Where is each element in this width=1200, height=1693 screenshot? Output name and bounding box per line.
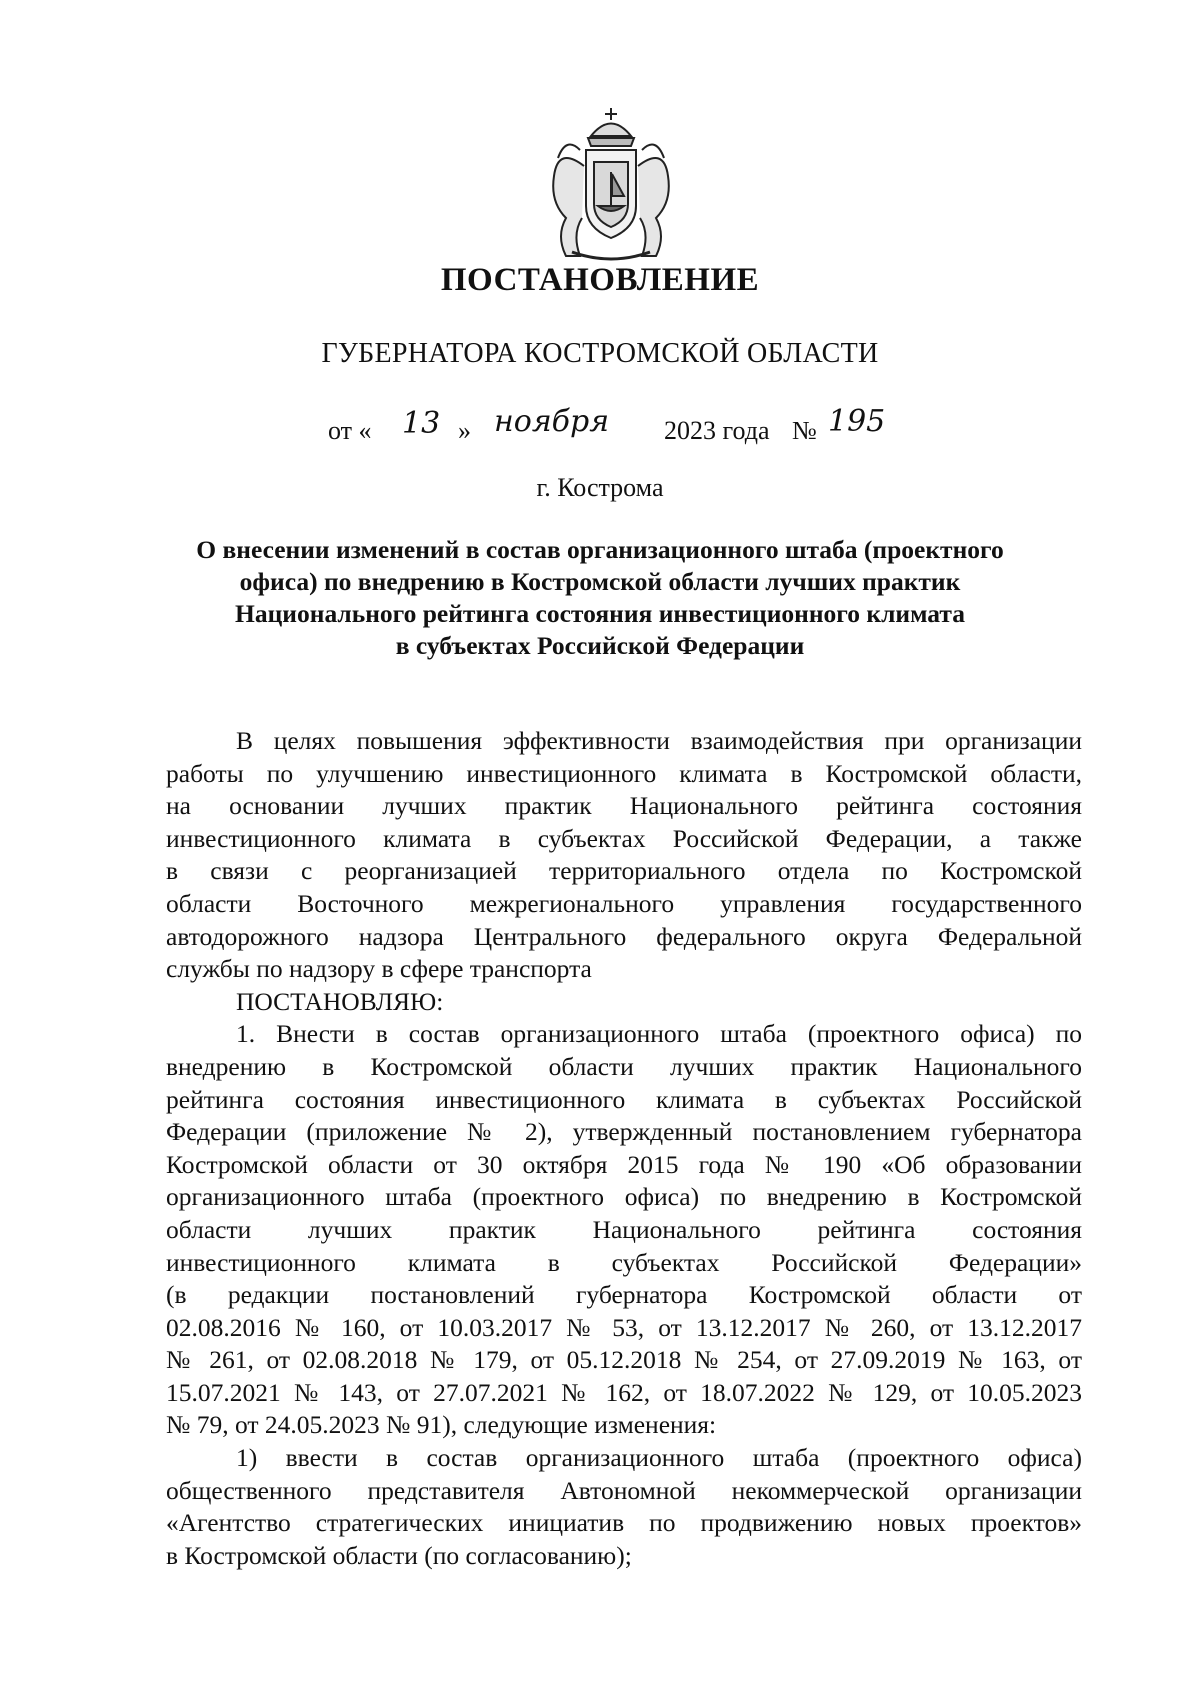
issuer-line: ГУБЕРНАТОРА КОСТРОМСКОЙ ОБЛАСТИ [321, 338, 879, 369]
body-line: области лучших практик Национального рейтинга состояния [166, 1214, 1082, 1244]
body-line: 15.07.2021 № 143, от 27.07.2021 № 162, от 18.07.2022 № 129, от 10.05.2023 [166, 1377, 1082, 1407]
body-line: на основании лучших практик Национального рейтинга состояния [166, 791, 1082, 821]
body-line: в Костромской области (по согласованию); [166, 1540, 632, 1570]
document-heading [150, 534, 1050, 662]
body-line: организационного штаба (проектного офиса) по внедрению в Костромской [166, 1182, 1082, 1212]
body-line: общественного представителя Автономной некоммерческой организации [166, 1475, 1082, 1505]
body-line: «Агентство стратегических инициатив по продвижению новых проектов» [166, 1508, 1082, 1538]
body-line: инвестиционного климата в субъектах Российской Федерации, а также [166, 823, 1082, 853]
number-sign: № [792, 416, 817, 445]
body-line: службы по надзору в сфере транспорта [166, 954, 592, 984]
body-line: инвестиционного климата в субъектах Российской Федерации» [166, 1247, 1082, 1277]
body-line: 1. Внести в состав организационного штаба (проектного офиса) по [236, 1019, 1082, 1049]
body-line: работы по улучшению инвестиционного климата в Костромской области, [166, 758, 1082, 788]
body-line: автодорожного надзора Центрального федерального округа Федеральной [166, 921, 1082, 951]
date-month-handwritten: ноября [494, 404, 610, 439]
body-line: внедрению в Костромской области лучших практик Национального [166, 1051, 1082, 1081]
body-line: области Восточного межрегионального управления государственного [166, 888, 1082, 918]
body-line: в связи с реорганизацией территориального отдела по Костромской [166, 856, 1082, 886]
document-number-handwritten: 195 [828, 404, 886, 439]
date-line [0, 404, 1200, 454]
body-line: 1) ввести в состав организационного штаба (проектного офиса) [236, 1443, 1082, 1473]
date-day-handwritten: 13 [402, 406, 441, 441]
heading-line: Национального рейтинга состояния инвестиционного климата [235, 599, 965, 628]
body-line: рейтинга состояния инвестиционного климата в субъектах Российской [166, 1084, 1082, 1114]
body-line: № 261, от 02.08.2018 № 179, от 05.12.2018 № 254, от 27.09.2019 № 163, от [166, 1345, 1082, 1375]
date-year: 2023 года [664, 416, 770, 445]
heading-line: О внесении изменений в состав организационного штаба (проектного [196, 535, 1004, 564]
heading-line: офиса) по внедрению в Костромской области лучших практик [239, 567, 961, 596]
body-line: (в редакции постановлений губернатора Костромской области от [166, 1280, 1082, 1310]
heading-line: в субъектах Российской Федерации [395, 631, 805, 660]
body-line: Костромской области от 30 октября 2015 года № 190 «Об образовании [166, 1149, 1082, 1179]
coat-of-arms-icon [536, 106, 686, 264]
body-line: Федерации (приложение № 2), утвержденный постановлением губернатора [166, 1117, 1082, 1147]
body-line: 02.08.2016 № 160, от 10.03.2017 № 53, от 13.12.2017 № 260, от 13.12.2017 [166, 1312, 1082, 1342]
date-from-label: от « [328, 416, 372, 445]
body-line: В целях повышения эффективности взаимодействия при организации [236, 726, 1082, 755]
document-title: ПОСТАНОВЛЕНИЕ [440, 262, 760, 298]
resolution-keyword: ПОСТАНОВЛЯЮ: [236, 986, 444, 1016]
date-close-quote: » [458, 416, 471, 445]
body-line: № 79, от 24.05.2023 № 91), следующие изменения: [166, 1410, 717, 1440]
city-line: г. Кострома [536, 473, 664, 502]
document-body [166, 725, 1082, 1572]
